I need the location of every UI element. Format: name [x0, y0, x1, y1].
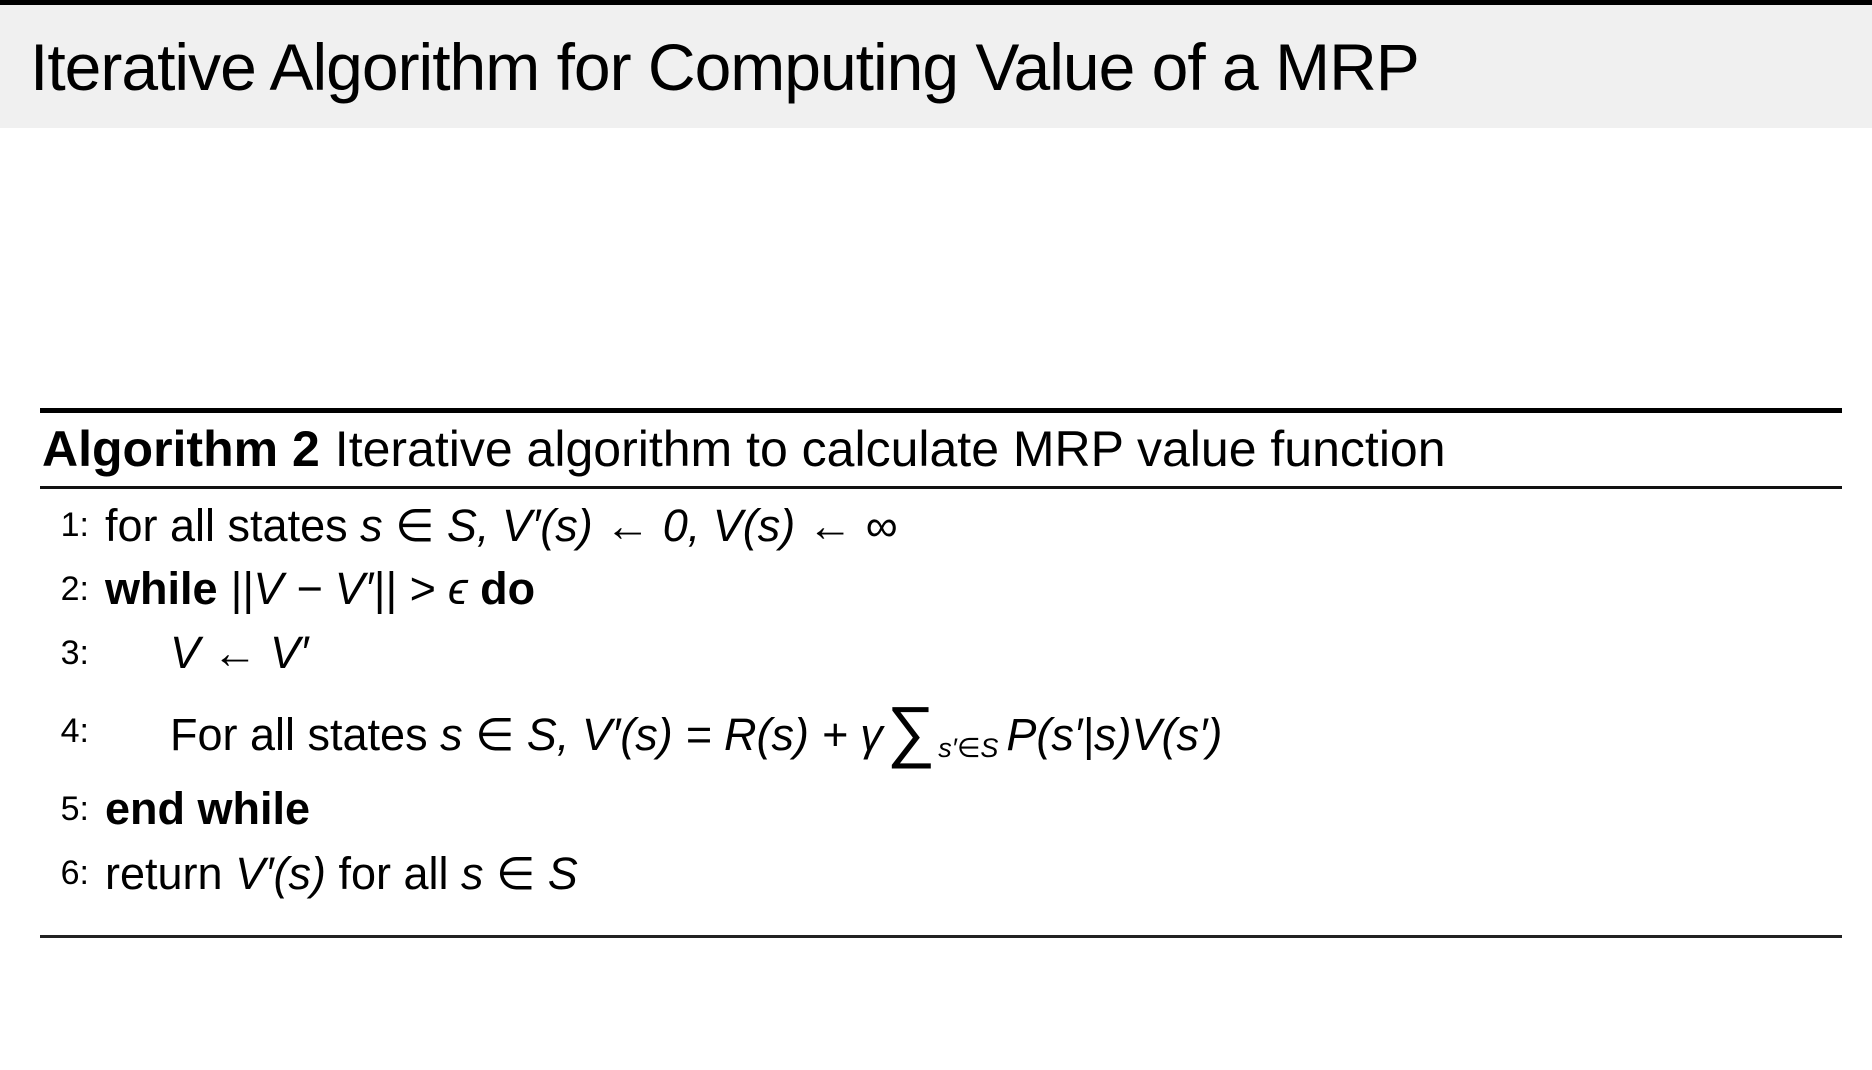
- line-content: [105, 499, 897, 552]
- line-content: [105, 847, 578, 900]
- algorithm-line: [40, 557, 1842, 621]
- keyword-text: while: [105, 563, 231, 614]
- line-number: 3:: [60, 633, 89, 672]
- math-expression: V′(s): [235, 847, 339, 899]
- math-expression: s ∈ S, V′(s) = R(s) + γ: [440, 709, 883, 760]
- algorithm-line: [40, 621, 1842, 685]
- math-expression: V ← V′: [170, 627, 309, 678]
- algorithm-header: [40, 413, 1842, 486]
- algorithm-line: [40, 777, 1842, 841]
- line-number: 6:: [60, 853, 89, 892]
- plain-text: For all states: [170, 709, 441, 760]
- algorithm-label: Algorithm 2: [42, 421, 320, 477]
- math-expression: ||V − V′|| > ϵ: [230, 563, 481, 614]
- line-content: [170, 627, 308, 679]
- plain-text: return: [105, 847, 236, 899]
- page-title: Iterative Algorithm for Computing Value of a MRP: [30, 29, 1419, 104]
- math-expression: s ∈ S, V′(s) ← 0, V(s) ← ∞: [360, 499, 898, 551]
- line-content: [170, 693, 1223, 769]
- line-number: 5:: [60, 789, 89, 828]
- plain-text: for all: [338, 847, 462, 899]
- keyword-text: end while: [105, 783, 311, 834]
- sigma-glyph: ∑: [886, 693, 936, 769]
- line-number: 2:: [60, 569, 89, 608]
- math-expression: s ∈ S: [461, 847, 578, 899]
- math-expression: P(s′|s)V(s′): [1006, 709, 1223, 760]
- slide-title-bar: [0, 5, 1872, 128]
- algorithm-line: [40, 841, 1842, 905]
- line-number: 4:: [60, 711, 89, 750]
- algorithm-line: [40, 685, 1842, 777]
- line-number: 1:: [60, 505, 89, 544]
- keyword-text: do: [480, 563, 536, 614]
- line-content: [105, 783, 310, 835]
- summation-subscript: s′∈S: [938, 733, 999, 763]
- algorithm-caption: Iterative algorithm to calculate MRP value function: [334, 421, 1446, 477]
- algorithm-line: [40, 493, 1842, 557]
- line-content: [105, 563, 535, 615]
- summation-symbol: [886, 693, 999, 769]
- plain-text: for all states: [105, 499, 361, 551]
- algorithm-bottom-rule: [40, 935, 1842, 938]
- algorithm-body: [40, 489, 1842, 935]
- algorithm-float: [40, 408, 1842, 938]
